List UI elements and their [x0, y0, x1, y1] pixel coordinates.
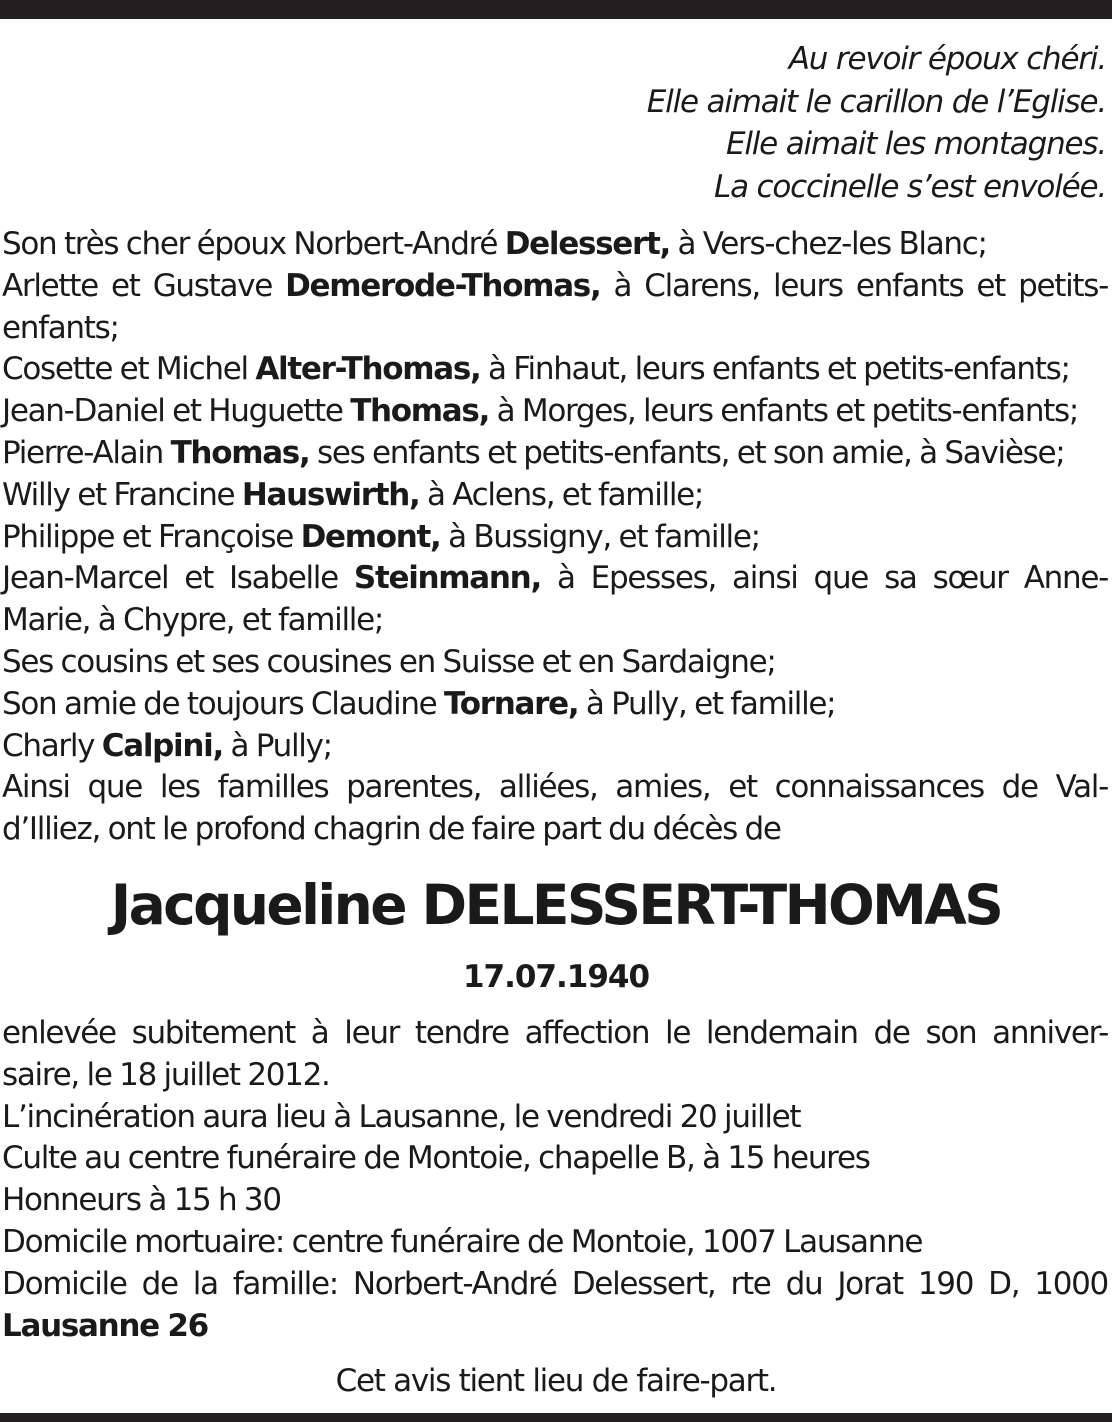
family-surname: Demerode-Thomas,	[285, 267, 601, 304]
family-line	[2, 224, 1108, 266]
top-rule	[0, 0, 1112, 19]
family-line: Marie, à Chypre, et famille;	[2, 602, 384, 639]
family-text: Charly	[2, 727, 102, 764]
family-line	[2, 266, 1108, 308]
epigraph-line: Elle aimait les montagnes.	[725, 126, 1106, 163]
epigraph-line: Au revoir époux chéri.	[788, 41, 1106, 77]
family-line	[2, 475, 1108, 517]
birth-date: 17.07.1940	[462, 959, 650, 995]
family-list	[2, 224, 1108, 851]
family-surname: Calpini,	[101, 727, 223, 764]
family-text: à Bussigny, et famille;	[440, 518, 760, 555]
epigraph-line: La coccinelle s’est envolée.	[714, 169, 1106, 206]
ceremony-details	[2, 1013, 1108, 1347]
bottom-rule	[0, 1413, 1112, 1422]
family-surname: Delessert,	[504, 226, 670, 262]
family-text: à Pully;	[222, 727, 332, 764]
family-surname: Steinmann,	[353, 560, 541, 597]
family-text: à Pully, et famille;	[578, 685, 836, 722]
epigraph-line: Elle aimait le carillon de l’Eglise.	[646, 83, 1106, 120]
epigraph	[647, 38, 1106, 209]
family-line: Ainsi que les familles parentes, alliées, amies, et connaissances de Val-	[2, 769, 1108, 806]
family-line	[2, 391, 1108, 433]
details-line: Honneurs à 15 h 30	[2, 1182, 281, 1219]
family-text: Pierre-Alain	[2, 434, 171, 471]
family-text: Son amie de toujours Claudine	[2, 685, 444, 722]
details-line: Domicile mortuaire: centre funéraire de Montoie, 1007 Lausanne	[2, 1223, 923, 1260]
family-text: Jean-Daniel et Huguette	[2, 393, 351, 430]
family-line: Ses cousins et ses cousines en Suisse et en Sardaigne;	[2, 643, 776, 680]
family-text: à Aclens, et famille;	[419, 476, 704, 513]
family-text: Philippe et Françoise	[2, 518, 301, 555]
family-line	[2, 726, 1108, 768]
family-line	[2, 349, 1108, 391]
family-text: à Epesses, ainsi que sa sœur Anne-	[540, 560, 1108, 597]
family-surname: Thomas,	[170, 434, 310, 471]
family-line	[2, 684, 1108, 726]
family-surname: Hauswirth,	[241, 476, 420, 513]
family-text: à Vers-chez-les Blanc;	[669, 226, 987, 262]
family-surname: Tornare,	[444, 685, 579, 722]
deceased-name: Jacqueline DELESSERT-THOMAS	[110, 873, 1002, 937]
footer-note: Cet avis tient lieu de faire-part.	[335, 1363, 777, 1399]
family-text: Cosette et Michel	[2, 351, 256, 388]
details-line: saire, le 18 juillet 2012.	[2, 1056, 330, 1093]
details-line: Domicile de la famille: Norbert-André Delessert, rte du Jorat 190 D, 1000	[2, 1265, 1108, 1302]
family-text: à Morges, leurs enfants et petits-enfants;	[489, 393, 1079, 430]
family-line	[2, 517, 1108, 559]
details-line: L’incinération aura lieu à Lausanne, le vendredi 20 juillet	[2, 1098, 801, 1135]
family-surname: Thomas,	[350, 393, 490, 430]
family-text: à Clarens, leurs enfants et petits-	[600, 267, 1108, 304]
family-text: Willy et Francine	[2, 476, 242, 513]
family-line	[2, 558, 1108, 600]
details-line: enlevée subitement à leur tendre affection le lendemain de son anniver-	[2, 1015, 1108, 1051]
family-text: Son très cher époux Norbert-André	[2, 226, 505, 262]
family-line: d’Illiez, ont le profond chagrin de faire part du décès de	[2, 811, 781, 848]
family-surname: Demont,	[300, 518, 441, 555]
family-line: enfants;	[2, 309, 119, 346]
family-text: ses enfants et petits-enfants, et son amie, à Savièse;	[309, 434, 1065, 471]
family-text: Arlette et Gustave	[2, 267, 286, 304]
details-line: Lausanne 26	[2, 1307, 208, 1344]
family-surname: Alter-Thomas,	[255, 351, 481, 388]
family-line	[2, 433, 1108, 475]
family-text: à Finhaut, leurs enfants et petits-enfants;	[480, 351, 1070, 388]
family-text: Jean-Marcel et Isabelle	[2, 560, 354, 597]
details-line: Culte au centre funéraire de Montoie, chapelle B, à 15 heures	[2, 1140, 870, 1177]
